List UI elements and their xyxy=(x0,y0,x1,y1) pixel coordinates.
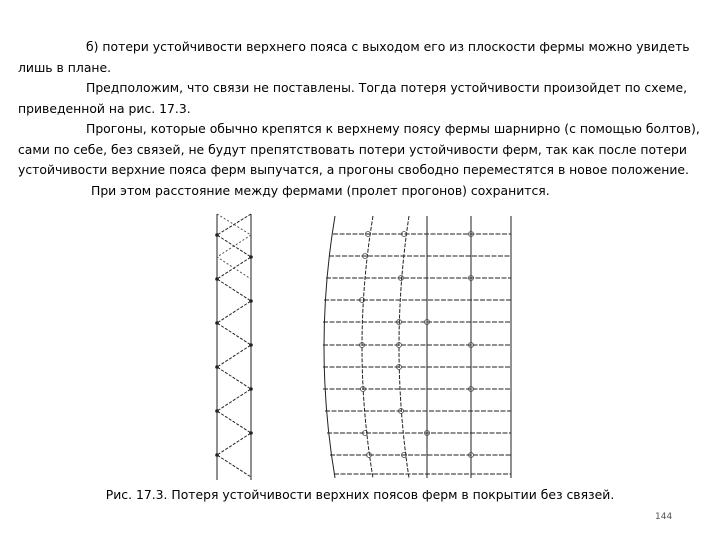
paragraph-2: Предположим, что связи не поставлены. Тогда потеря устойчивости произойдет по схеме, приведенной на рис. 17.3. xyxy=(18,80,688,116)
paragraph-1: б) потери устойчивости верхнего пояса с выходом его из плоскости фермы можно увидеть лишь в плане. xyxy=(18,39,690,75)
paragraph-4: При этом расстояние между фермами (пролет прогонов) сохранится. xyxy=(91,183,550,198)
paragraph-3: Прогоны, которые обычно крепятся к верхнему поясу фермы шарнирно (с помощью болтов), сами по себе, без связей, не будут препятствовать потери устойчивости ферм, так как после потери устойчивости верхние пояса ферм выпучатся, а прогоны свободно переместятся в новое положение. xyxy=(18,121,700,177)
roof-plan xyxy=(323,216,511,478)
page-number: 144 xyxy=(655,512,673,522)
figure-17-3 xyxy=(195,212,525,482)
figure-caption: Рис. 17.3. Потеря устойчивости верхних поясов ферм в покрытии без связей. xyxy=(105,487,615,502)
truss-elevation xyxy=(215,214,253,480)
